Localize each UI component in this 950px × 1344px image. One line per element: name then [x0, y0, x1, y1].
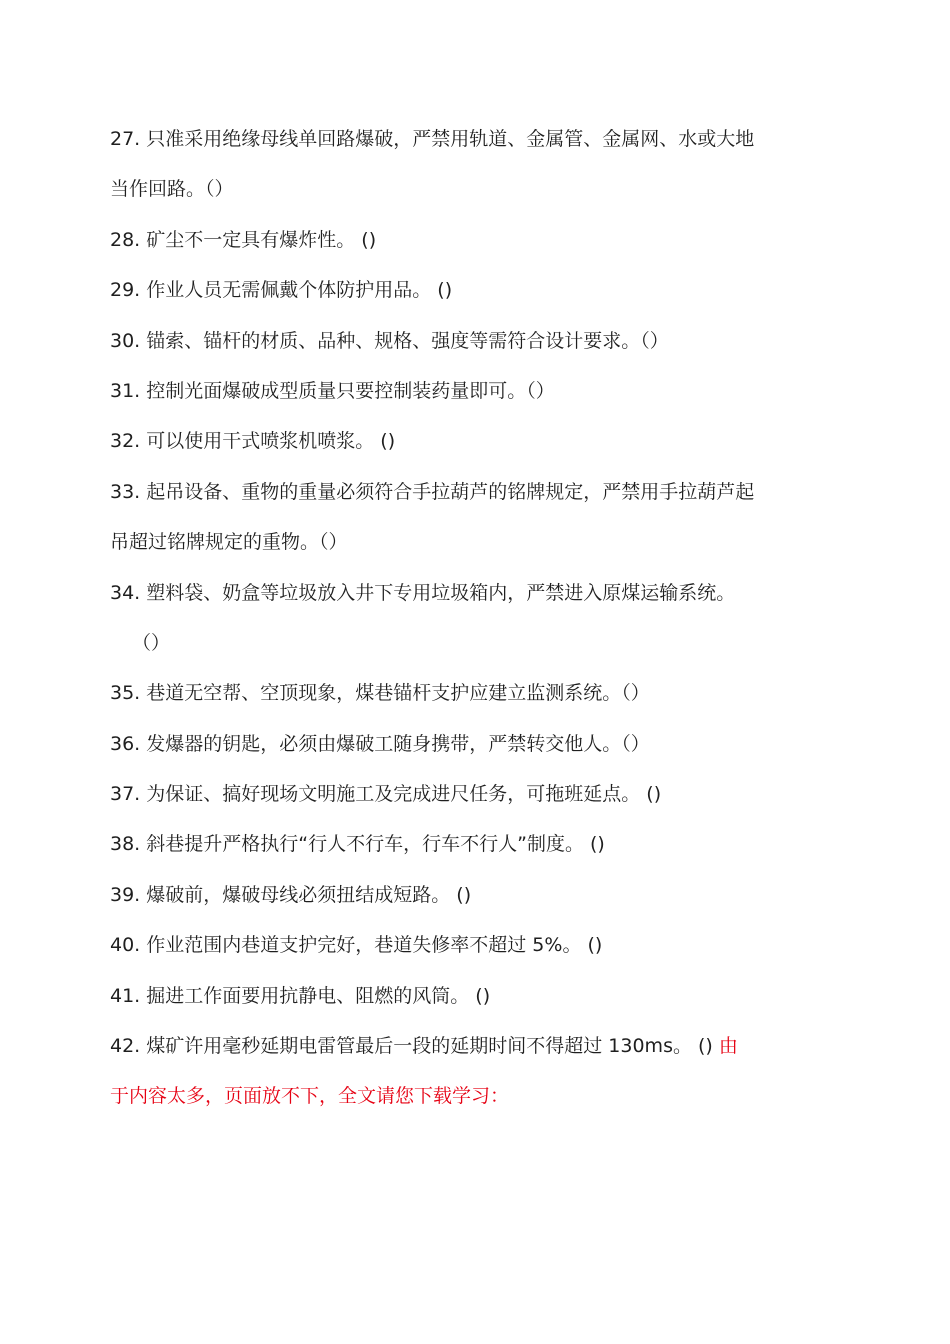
- question-41: 41. 掘进工作面要用抗静电、阻燃的风筒。 (): [110, 984, 491, 1007]
- question-27-line-1: 27. 只准采用绝缘母线单回路爆破，严禁用轨道、金属管、金属网、水或大地: [110, 128, 755, 150]
- question-36: 36. 发爆器的钥匙，必须由爆破工随身携带，严禁转交他人。（）: [110, 732, 650, 755]
- question-28: 28. 矿尘不一定具有爆炸性。 (): [110, 228, 377, 251]
- question-40: 40. 作业范围内巷道支护完好，巷道失修率不超过 5%。 (): [110, 934, 603, 957]
- question-38: 38. 斜巷提升严格执行“行人不行车，行车不行人”制度。 (): [110, 833, 605, 856]
- question-37: 37. 为保证、搞好现场文明施工及完成进尺任务，可拖班延点。 (): [110, 783, 662, 806]
- question-list: [110, 118, 840, 1126]
- question-35: 35. 巷道无空帮、空顶现象，煤巷锚杆支护应建立监测系统。（）: [110, 682, 650, 705]
- question-29: 29. 作业人员无需佩戴个体防护用品。 (): [110, 279, 453, 302]
- question-33-line-2: 吊超过铭牌规定的重物。（）: [110, 531, 348, 554]
- question-30: 30. 锚索、锚杆的材质、品种、规格、强度等需符合设计要求。（）: [110, 329, 669, 352]
- question-39: 39. 爆破前，爆破母线必须扭结成短路。 (): [110, 883, 472, 906]
- question-31: 31. 控制光面爆破成型质量只要控制装药量即可。（）: [110, 379, 555, 402]
- download-notice: 于内容太多，页面放不下，全文请您下载学习：: [110, 1085, 510, 1108]
- question-34-line-2: （）: [132, 631, 171, 654]
- question-42-text: 42. 煤矿许用毫秒延期电雷管最后一段的延期时间不得超过 130ms。 (): [110, 1035, 713, 1058]
- question-42: [110, 1025, 840, 1075]
- question-34-line-1: 34. 塑料袋、奶盒等垃圾放入井下专用垃圾箱内，严禁进入原煤运输系统。: [110, 581, 736, 604]
- question-33-line-1: 33. 起吊设备、重物的重量必须符合手拉葫芦的铭牌规定，严禁用手拉葫芦起: [110, 480, 755, 503]
- question-27-line-2: 当作回路。（）: [110, 178, 234, 201]
- question-32: 32. 可以使用干式喷浆机喷浆。 (): [110, 430, 396, 453]
- download-notice-start: 由: [712, 1035, 738, 1058]
